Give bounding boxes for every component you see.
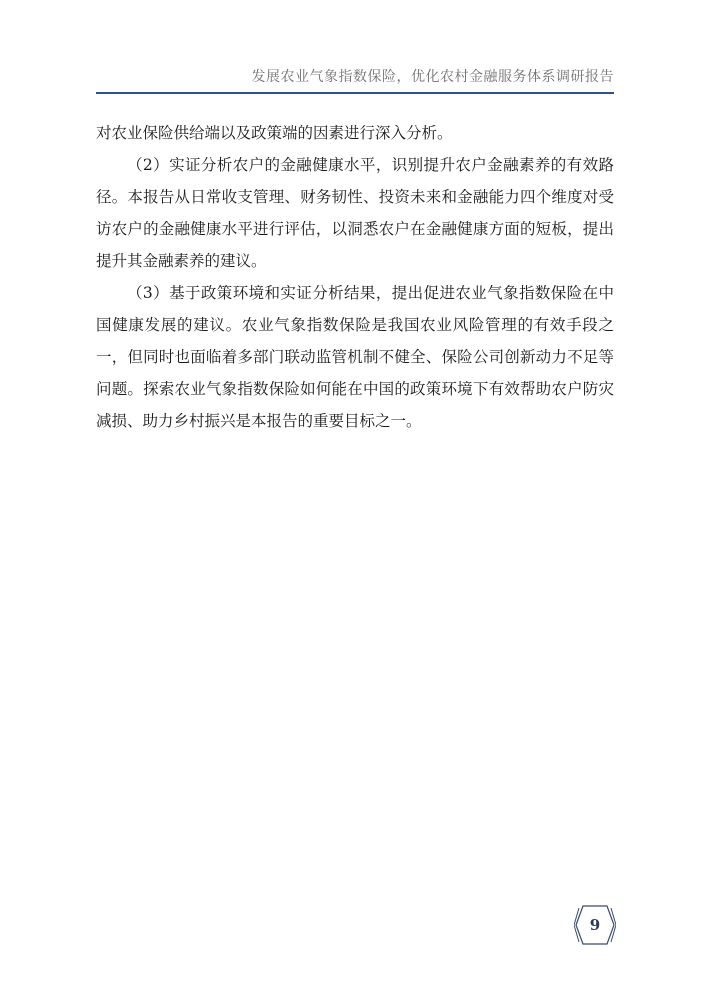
header-divider — [96, 92, 614, 94]
paragraph-item-3: （3）基于政策环境和实证分析结果，提出促进农业气象指数保险在中国健康发展的建议。农业气象指数保险是我国农业风险管理的有效手段之一，但同时也面临着多部门联动监管机制不健全、保险公司创新动力不足等问题。探索农业气象指数保险如何能在中国的政策环境下有效帮助农户防灾减损、助力乡村振兴是本报告的重要目标之一。 — [96, 284, 614, 430]
paragraph-item-2: （2）实证分析农户的金融健康水平，识别提升农户金融素养的有效路径。本报告从日常收支管理、财务韧性、投资未来和金融能力四个维度对受访农户的金融健康水平进行评估，以洞悉农户在金融健康方面的短板，提出提升其金融素养的建议。 — [96, 156, 614, 270]
page-number: 9 — [589, 916, 601, 934]
body-text — [96, 117, 614, 437]
page-number-badge — [574, 904, 616, 946]
paragraph-continuation: 对农业保险供给端以及政策端的因素进行深入分析。 — [96, 124, 453, 142]
running-header: 发展农业气象指数保险，优化农村金融服务体系调研报告 — [251, 69, 614, 85]
